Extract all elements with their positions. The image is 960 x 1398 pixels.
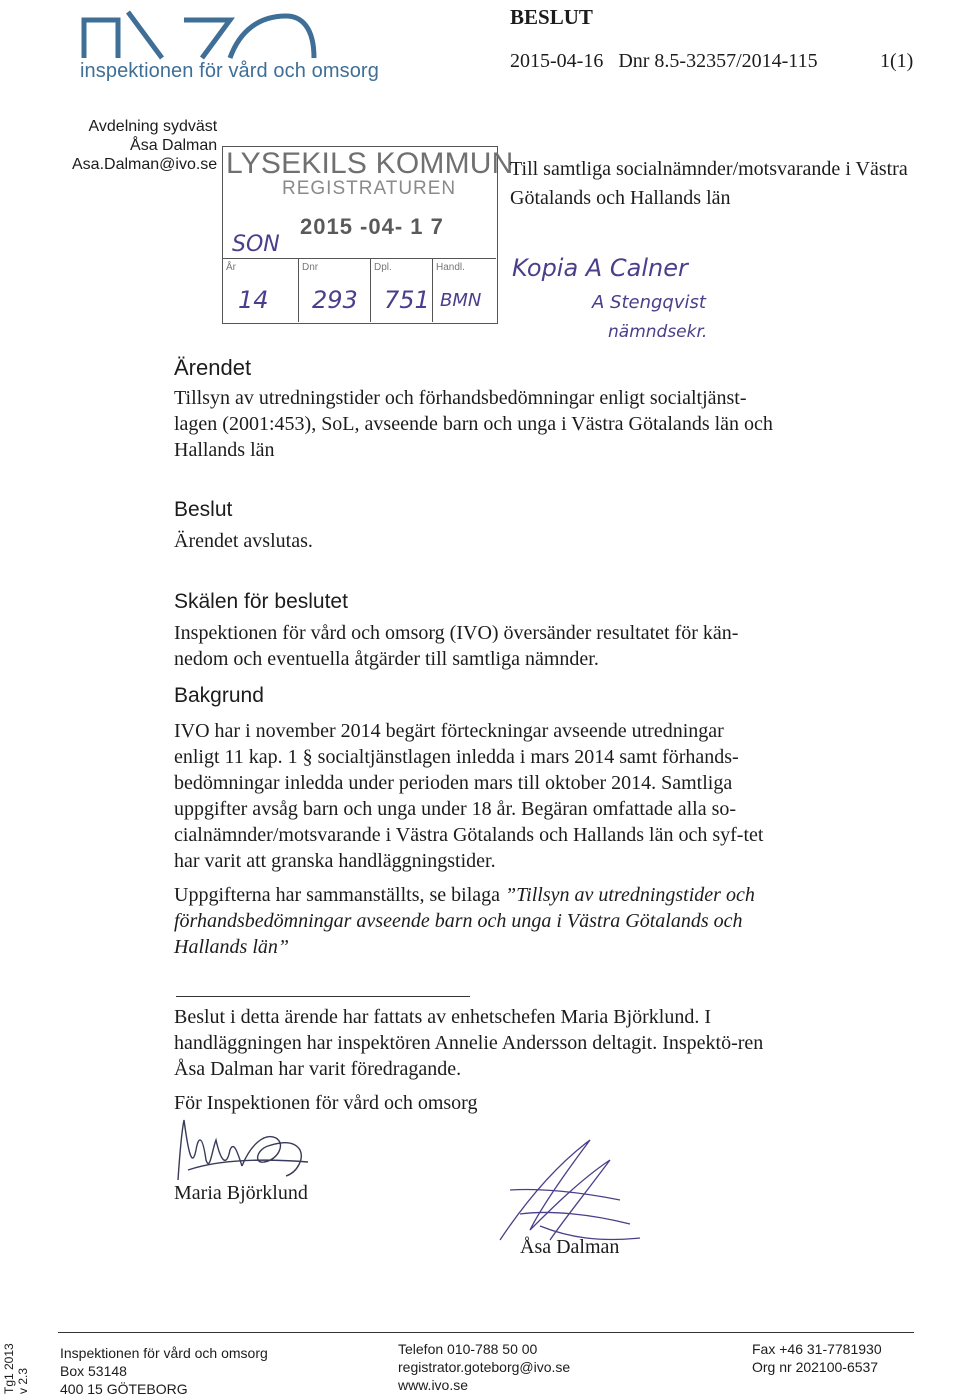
stamp-municipality: LYSEKILS KOMMUN	[226, 147, 514, 180]
section-heading-bakgrund: Bakgrund	[174, 684, 264, 707]
section-text-beslut: Ärendet avslutas.	[174, 530, 313, 552]
section-text-bakgrund: IVO har i november 2014 begärt förteckningar avseende utredningar enligt 11 kap. 1 § socialtjänstlagen inledda i mars 2014 samt förhands-bedömningar inledda under perioden mars till oktober 2014. Samtliga uppgifter avsåg barn och unga under 18 år. Begäran omfattade alla so-cialnämnder/motsvarande i Västra Götalands och Hallands län och syf-tet har varit att granska handläggningstider.	[174, 720, 764, 872]
document-meta	[510, 50, 828, 73]
document-type: BESLUT	[510, 5, 593, 29]
stamp-value-dnr: 293	[312, 286, 358, 314]
stamp-column-line	[370, 258, 371, 322]
stamp-value-dpl: 751	[384, 286, 430, 314]
signature-org-line: För Inspektionen för vård och omsorg	[174, 1092, 478, 1114]
stamp-registry: REGISTRATUREN	[282, 178, 457, 199]
footer-contact	[398, 1340, 570, 1394]
footer-website-link[interactable]: www.ivo.se	[398, 1377, 469, 1393]
stamp-divider	[222, 258, 496, 259]
section-heading-beslut: Beslut	[174, 498, 233, 521]
section-text-skalen: Inspektionen för vård och omsorg (IVO) översänder resultatet för kän-nedom och eventuella åtgärder till samtliga nämnder.	[174, 622, 739, 670]
stamp-date: 2015 -04- 1 7	[300, 214, 444, 239]
section-text-arendet: Tillsyn av utredningstider och förhandsbedömningar enligt socialtjänst-lagen (2001:453), SoL, avseende barn och unga i Västra Götalands län och Hallands län	[174, 387, 773, 461]
stamp-caption-handl: Handl.	[436, 262, 465, 273]
stamp-dept-handwritten: SON	[232, 232, 280, 257]
decision-makers-text: Beslut i detta ärende har fattats av enhetschefen Maria Björklund. I handläggningen har inspektören Annelie Andersson deltagit. Inspektö-ren Åsa Dalman har varit föredragande.	[174, 1006, 764, 1080]
section-text-uppgifterna	[174, 882, 774, 960]
sender-name: Åsa Dalman	[130, 137, 218, 154]
section-heading-arendet: Ärendet	[174, 355, 252, 380]
footer-box: Box 53148	[60, 1363, 127, 1379]
sender-department: Avdelning sydväst	[88, 118, 218, 135]
recipient-address: Till samtliga socialnämnder/motsvarande i Västra Götalands och Hallands län	[510, 158, 908, 209]
footer-ids	[752, 1340, 882, 1376]
footer-org-number: Org nr 202100-6537	[752, 1359, 879, 1375]
document-dnr: Dnr 8.5-32357/2014-115	[618, 50, 818, 72]
handwritten-note-line1: Kopia A Calner	[512, 254, 688, 282]
attachment-title: ”Tillsyn av utredningstider och förhandsbedömningar avseende barn och unga i Västra Götalands och Hallands län”	[174, 884, 755, 958]
sender-email: Asa.Dalman@ivo.se	[72, 156, 218, 173]
stamp-caption-dnr: Dnr	[302, 262, 319, 273]
template-code-text: Tg1 2013	[2, 1343, 16, 1394]
stamp-value-year: 14	[238, 286, 269, 314]
stamp-value-handl: BMN	[440, 290, 482, 311]
footer-rule	[58, 1332, 914, 1333]
template-code	[2, 1343, 30, 1394]
footer-postal: 400 15 GÖTEBORG	[60, 1381, 188, 1397]
separator-line	[176, 996, 470, 997]
footer-address	[60, 1344, 268, 1398]
ivo-logo-mark	[80, 6, 320, 60]
handwritten-note-line3: nämndsekr.	[608, 322, 708, 342]
uppgifterna-prefix: Uppgifterna har sammanställts, se bilaga	[174, 884, 506, 906]
footer-email-link[interactable]: registrator.goteborg@ivo.se	[398, 1359, 571, 1375]
stamp-column-line	[432, 258, 433, 322]
page-number: 1(1)	[880, 50, 914, 72]
signature-asa-dalman	[480, 1130, 650, 1250]
section-heading-skalen: Skälen för beslutet	[174, 590, 348, 613]
stamp-column-line	[298, 258, 299, 322]
stamp-caption-dpl: Dpl.	[374, 262, 392, 273]
sender-block	[72, 117, 217, 174]
footer-fax: Fax +46 31-7781930	[752, 1341, 882, 1357]
handwritten-note-line2: A Stengqvist	[592, 292, 706, 313]
document-date: 2015-04-16	[510, 50, 604, 72]
signer-name-2: Åsa Dalman	[520, 1236, 620, 1258]
logo-wordmark: inspektionen för vård och omsorg	[80, 60, 379, 82]
template-version: v 2.3	[16, 1367, 30, 1394]
stamp-caption-year: År	[226, 262, 236, 273]
signer-name-1: Maria Björklund	[174, 1182, 308, 1204]
footer-phone: Telefon 010-788 50 00	[398, 1341, 538, 1357]
footer-org-name: Inspektionen för vård och omsorg	[60, 1345, 268, 1361]
